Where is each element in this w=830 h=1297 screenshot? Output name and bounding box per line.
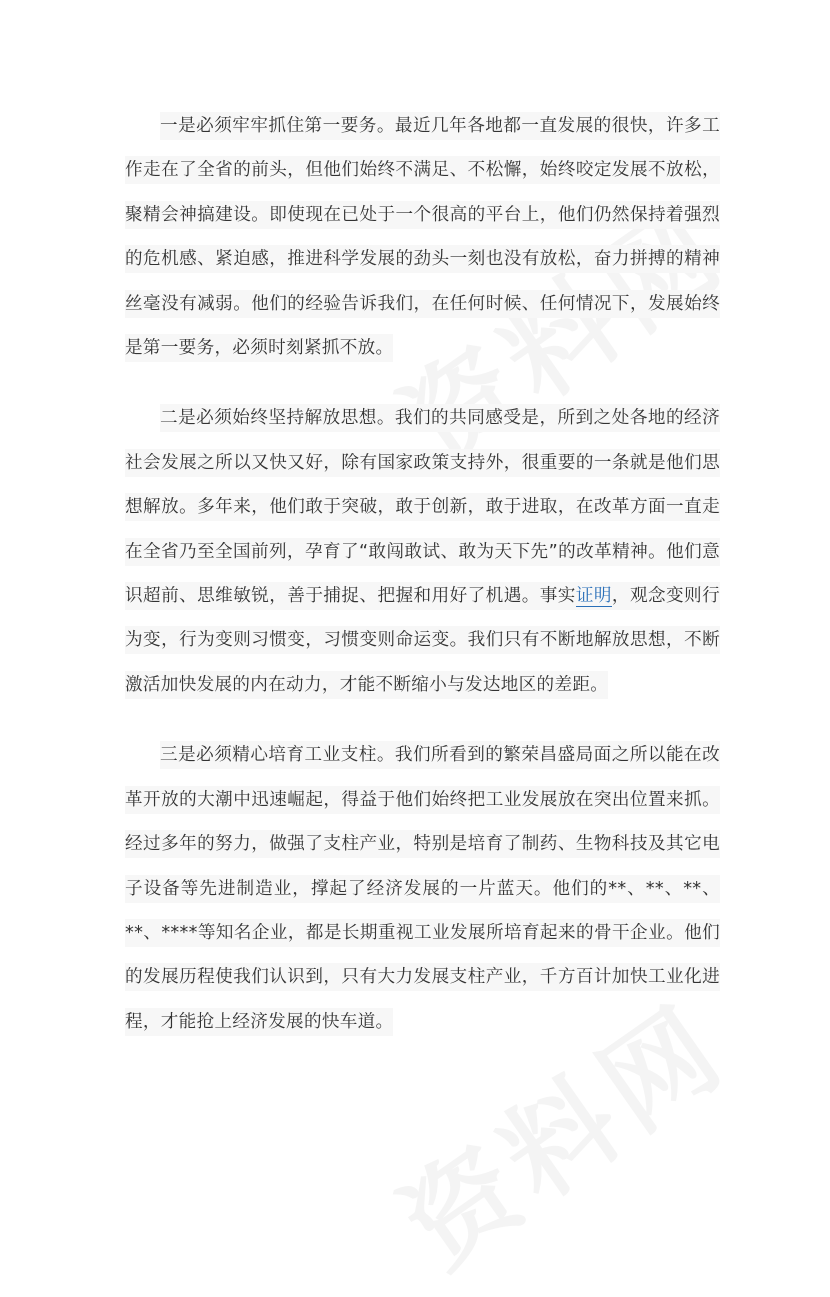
paragraph-text: 一是必须牢牢抓住第一要务。最近几年各地都一直发展的很快，许多工作走在了全省的前头，但他们始终不满足、不松懈，始终咬定发展不放松，聚精会神搞建设。即使现在已处于一个很高的平台上，他们仍然保持着强烈的危机感、紧迫感，推进科学发展的劲头一刻也没有放松，奋力拼搏的精神丝毫没有减弱。他们的经验告诉我们，在任何时候、任何情况下，发展始终是第一要务，必须时刻紧抓不放。 <box>125 112 720 362</box>
paragraph-text-part <box>125 404 720 698</box>
proof-link[interactable]: 证明 <box>575 586 612 607</box>
paragraph-emancipate-mind <box>125 396 720 707</box>
paragraph-industrial-pillar <box>125 733 720 1044</box>
paragraph-text: 三是必须精心培育工业支柱。我们所看到的繁荣昌盛局面之所以能在改革开放的大潮中迅速崛起，得益于他们始终把工业发展放在突出位置来抓。经过多年的努力，做强了支柱产业，特别是培育了制药、生物科技及其它电子设备等先进制造业，撑起了经济发展的一片蓝天。他们的**、**、**、**、****等知名企业，都是长期重视工业发展所培育起来的骨干企业。他们的发展历程使我们认识到，只有大力发展支柱产业，千方百计加快工业化进程，才能抢上经济发展的快车道。 <box>125 741 720 1035</box>
document-body <box>125 104 720 1070</box>
paragraph-text-after: ，观念变则行为变，行为变则习惯变，习惯变则命运变。我们只有不断地解放思想，不断激活加快发展的内在动力，才能不断缩小与发达地区的差距。 <box>125 586 720 695</box>
paragraph-first-priority <box>125 104 720 370</box>
paragraph-text-before: 二是必须始终坚持解放思想。我们的共同感受是，所到之处各地的经济社会发展之所以又快又好，除有国家政策支持外，很重要的一条就是他们思想解放。多年来，他们敢于突破，敢于创新，敢于进取，在改革方面一直走在全省乃至全国前列，孕育了“敢闯敢试、敢为天下先”的改革精神。他们意识超前、思维敏锐，善于捕捉、把握和用好了机遇。事实 <box>125 408 720 607</box>
